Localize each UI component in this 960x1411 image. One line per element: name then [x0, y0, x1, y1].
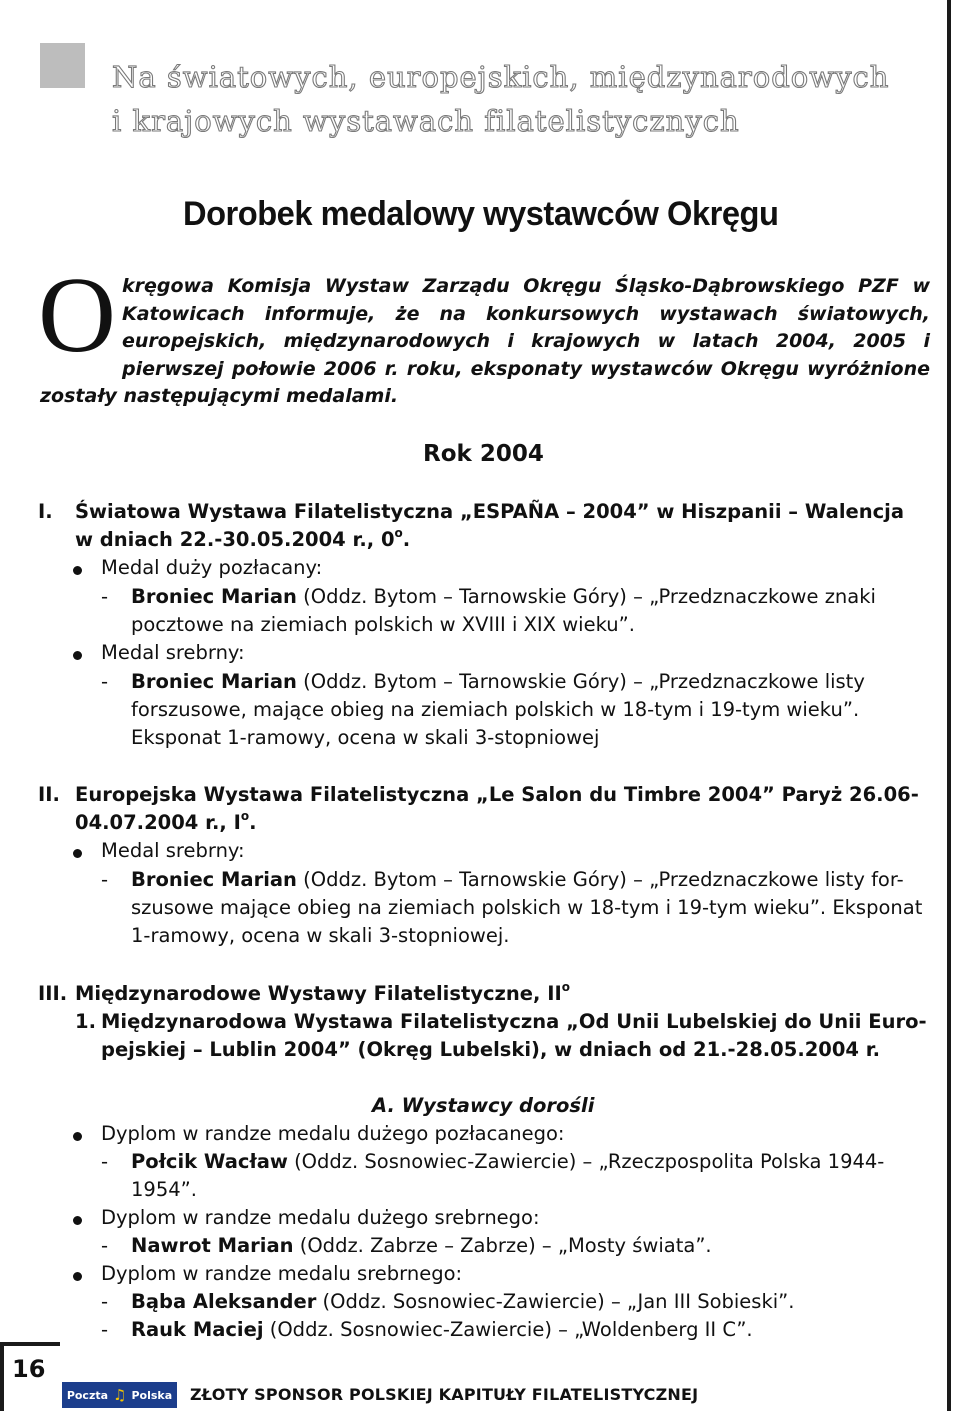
dash-marker: -	[101, 1318, 109, 1341]
dash-marker: -	[101, 585, 109, 608]
section2-entry1-line1: Broniec Marian (Oddz. Bytom – Tarnowskie Góry) – „Przedznaczkowe listy for-	[131, 868, 904, 891]
section2-title-line2: 04.07.2004 r., $I^o$.	[75, 809, 257, 834]
section-marker-square	[40, 43, 85, 88]
diploma2: Dyplom w randze medalu dużego srebrnego:	[101, 1206, 540, 1229]
group-heading: A. Wystawcy dorośli	[372, 1094, 595, 1117]
section1-entry2-line1: Broniec Marian (Oddz. Bytom – Tarnowskie Góry) – „Przedznaczkowe listy	[131, 670, 865, 693]
section2-number: II.	[38, 783, 60, 806]
page-frame-corner	[0, 1342, 4, 1411]
bullet-icon	[73, 849, 82, 858]
page-title: Dorobek medalowy wystawców Okręgu	[183, 195, 779, 233]
section1-medal1: Medal duży pozłacany:	[101, 556, 323, 579]
diploma1-line1: Połcik Wacław (Oddz. Sosnowiec-Zawiercie) – „Rzeczpospolita Polska 1944-	[131, 1150, 885, 1173]
dash-marker: -	[101, 1234, 109, 1257]
logo-right-text: Polska	[131, 1388, 173, 1402]
diploma1-line2: 1954”.	[131, 1178, 197, 1201]
bullet-icon	[73, 1272, 82, 1281]
section3-sub-title-line1: Międzynarodowa Wystawa Filatelistyczna „Od Unii Lubelskiej do Unii Euro-	[101, 1010, 927, 1033]
bullet-icon	[73, 1216, 82, 1225]
section1-title-line2: w dniach 22.-30.05.2004 r., 0$^o$.	[75, 526, 411, 551]
dash-marker: -	[101, 1150, 109, 1173]
section1-entry1-line1: Broniec Marian (Oddz. Bytom – Tarnowskie Góry) – „Przedznaczkowe znaki	[131, 585, 876, 608]
intro-paragraph	[38, 256, 930, 411]
section3-sub-number: 1.	[75, 1010, 96, 1033]
section3-number: III.	[38, 982, 68, 1005]
sponsor-line: ZŁOTY SPONSOR POLSKIEJ KAPITUŁY FILATELISTYCZNEJ	[190, 1385, 699, 1404]
bullet-icon	[73, 651, 82, 660]
section2-medal1: Medal srebrny:	[101, 839, 245, 862]
section2-entry1-line2: szusowe mające obieg na ziemiach polskich w 18-tym i 19-tym wieku”. Eksponat	[131, 896, 923, 919]
post-horn-icon: ♫	[113, 1386, 127, 1404]
section1-title-line1: Światowa Wystawa Filatelistyczna „ESPAÑA – 2004” w Hiszpanii – Walencja	[75, 500, 905, 523]
section1-number: I.	[38, 500, 53, 523]
bullet-icon	[73, 566, 82, 575]
poczta-polska-logo	[62, 1382, 177, 1408]
diploma3b-line1: Rauk Maciej (Oddz. Sosnowiec-Zawiercie) – „Woldenberg II C”.	[131, 1318, 753, 1341]
section1-entry2-line3: Eksponat 1-ramowy, ocena w skali 3-stopniowej	[131, 726, 600, 749]
intro-text: kręgowa Komisja Wystaw Zarządu Okręgu Śląsko-Dąbrowskiego PZF w Katowicach informuje, że na konkursowych wystawach światowych, europejskich, międzynarodowych i krajowych w latach 2004, 2005 i pierwszej połowie 2006 r. roku, eksponaty wystawców Okręgu wyróżnione zostały następującymi medalami.	[40, 275, 930, 407]
drop-cap: O	[38, 256, 116, 375]
section2-title-line1: Europejska Wystawa Filatelistyczna „Le Salon du Timbre 2004” Paryż 26.06-	[75, 783, 919, 806]
year-heading: Rok 2004	[423, 441, 544, 467]
diploma2-line1: Nawrot Marian (Oddz. Zabrze – Zabrze) – „Mosty świata”.	[131, 1234, 712, 1257]
bullet-icon	[73, 1132, 82, 1141]
page-frame-corner-line	[0, 1342, 60, 1346]
section1-medal2: Medal srebrny:	[101, 641, 245, 664]
section3-sub-title-line2: pejskiej – Lublin 2004” (Okręg Lubelski), w dniach od 21.-28.05.2004 r.	[101, 1038, 881, 1061]
diploma3a-line1: Bąba Aleksander (Oddz. Sosnowiec-Zawiercie) – „Jan III Sobieski”.	[131, 1290, 795, 1313]
section1-entry2-line2: forszusowe, mające obieg na ziemiach polskich w 18-tym i 19-tym wieku”.	[131, 698, 860, 721]
diploma1: Dyplom w randze medalu dużego pozłacanego:	[101, 1122, 565, 1145]
section3-title: Międzynarodowe Wystawy Filatelistyczne, $II^o$	[75, 980, 570, 1005]
dash-marker: -	[101, 1290, 109, 1313]
dash-marker: -	[101, 868, 109, 891]
series-title-line1: Na światowych, europejskich, międzynarodowych	[112, 60, 890, 94]
diploma3: Dyplom w randze medalu srebrnego:	[101, 1262, 463, 1285]
section1-entry1-line2: pocztowe na ziemiach polskich w XVIII i XIX wieku”.	[131, 613, 635, 636]
page-frame-right	[947, 0, 951, 1411]
page-number: 16	[12, 1355, 46, 1383]
series-title-line2: i krajowych wystawach filatelistycznych	[112, 104, 740, 138]
section2-entry1-line3: 1-ramowy, ocena w skali 3-stopniowej.	[131, 924, 510, 947]
dash-marker: -	[101, 670, 109, 693]
logo-left-text: Poczta	[66, 1388, 109, 1402]
series-title	[112, 55, 912, 143]
